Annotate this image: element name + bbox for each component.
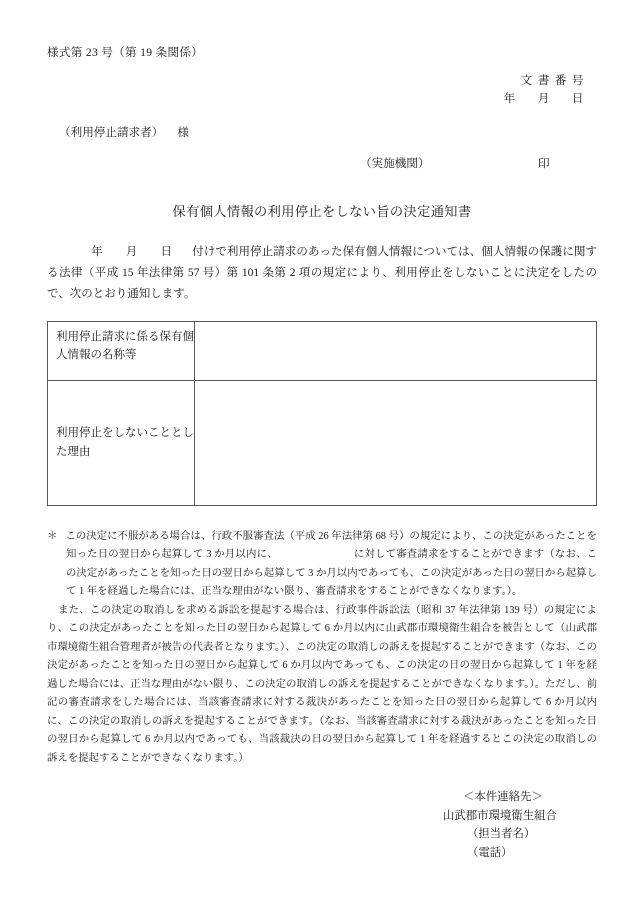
row-label-reason: 利用停止をしないこととした理由	[48, 380, 195, 505]
table-row	[48, 321, 597, 380]
document-meta	[47, 72, 597, 108]
form-number: 様式第 23 号（第 19 条関係）	[47, 46, 204, 59]
table-row	[48, 380, 597, 505]
row-label-information-name: 利用停止請求に係る保有個人情報の名称等	[48, 321, 195, 380]
contact-person: （担当者名）	[467, 828, 536, 841]
addressee-honorific: 様	[177, 125, 189, 139]
footnote-paragraph-litigation: また、この決定の取消しを求める訴訟を提起する場合は、行政事件訴訟法（昭和 37 年法律第 139 号）の規定により、この決定があったことを知った日の翌日から起算して 6 か月以内に山武郡市環境衛生組合を被告として（山武郡市環境衛生組合管理者が被告の代表者となります。）、この決定の取消しの訴えを提起することができます（なお、この決定があったことを知った日の翌日から起算して 6 か月以内であっても、この決定の日の翌日から起算して 1 年を経過した場合には、正当な理由がない限り、この決定の取消しの訴えを提起することができなくなります。）。ただし、前記の審査請求をした場合には、当該審査請求に対する裁決があったことを知った日の翌日から起算して 6 か月以内に、この決定の取消しの訴えを提起することができます。（なお、当該審査請求に対する裁決があったことを知った日の翌日から起算して 6 か月以内であっても、当該裁決の日の翌日から起算して 1 年を経過するとこの決定の取消しの訴えを提起することができなくなります。）	[47, 604, 597, 764]
footnote-paragraph-appeal	[47, 528, 597, 602]
body-paragraph	[47, 242, 597, 305]
document-date-label: 年 月 日	[503, 91, 589, 105]
contact-block	[47, 788, 597, 862]
contact-heading: ＜本件連絡先＞	[463, 791, 543, 804]
addressee-name: （利用停止請求者）	[59, 125, 164, 139]
row-value-reason[interactable]	[195, 380, 597, 505]
body-date-blank: 年 月 日	[91, 245, 173, 258]
body-text: 付けで利用停止請求のあった保有個人情報については、個人情報の保護に関する法律（平成 15 年法律第 57 号）第 101 条第 2 項の規定により、利用停止をしないことに決定をしたので、次のとおり通知します。	[47, 245, 597, 300]
information-table	[47, 321, 597, 506]
footnote-appeal-before-gap: この決定に不服がある場合は、行政不服審査法（平成 26 年法律第 68 号）の規定により、この決定があったことを知った日の翌日から起算して 3 か月以内に、	[65, 530, 597, 561]
page-title: 保有個人情報の利用停止をしない旨の決定通知書	[172, 203, 472, 219]
addressee-line	[47, 124, 597, 140]
document-number-label: 文書番号	[520, 74, 589, 87]
seal-mark: 印	[538, 156, 550, 170]
contact-organization: 山武郡市環境衛生組合	[443, 809, 557, 822]
footnote-appeal-after-gap: に対して審査請求をすることができます（なお、この決定があったことを知った日の翌日から起算して 3 か月以内であっても、この決定があった日の翌日から起算して 1 年を経過した場合には、正当な理由がない限り、審査請求をすることができなくなります。）。	[66, 549, 598, 598]
agency-row	[47, 155, 597, 173]
row-value-information-name[interactable]	[195, 321, 597, 380]
footnote-section	[47, 528, 597, 769]
issuing-agency: （実施機関）	[360, 156, 430, 170]
asterisk-marker: ＊	[47, 530, 58, 542]
contact-phone: （電話）	[467, 846, 513, 859]
